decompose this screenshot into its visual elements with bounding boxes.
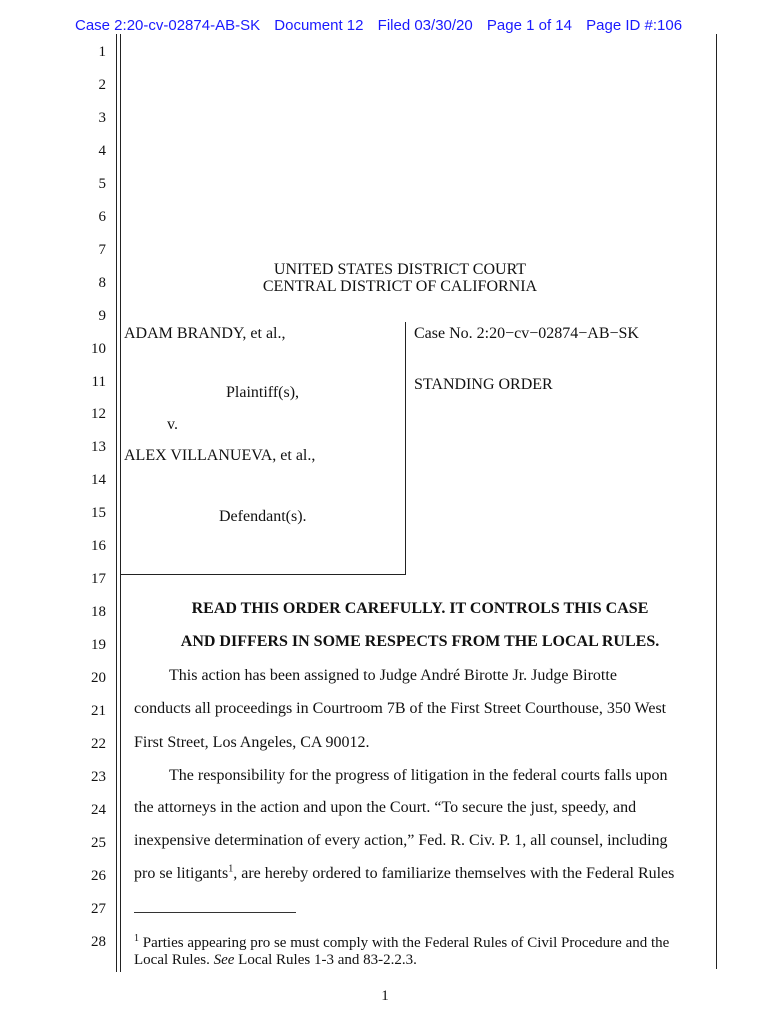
plaintiff-role: Plaintiff(s), — [226, 384, 300, 401]
line-number: 16 — [91, 538, 106, 555]
line-number: 24 — [91, 801, 106, 818]
order-heading-line-2: AND DIFFERS IN SOME RESPECTS FROM THE LOCAL RULES. — [180, 633, 660, 650]
footnote — [134, 930, 704, 969]
line-number: 7 — [98, 241, 106, 258]
page-number: 1 — [381, 988, 389, 1004]
body-line-23: The responsibility for the progress of litigation in the federal courts falls upon — [169, 767, 668, 784]
caption-divider — [405, 322, 406, 574]
caption-bottom-rule — [120, 574, 406, 575]
page-count: Page 1 of 14 — [486, 17, 572, 34]
line-26-text-before: pro se litigants — [134, 865, 229, 882]
line-number: 26 — [91, 867, 106, 884]
line-number: 25 — [91, 834, 106, 851]
line-number: 15 — [91, 505, 106, 522]
document-number: Document 12 — [274, 17, 364, 34]
line-number: 6 — [98, 208, 106, 225]
versus: v. — [167, 416, 178, 433]
line-number: 9 — [98, 307, 106, 324]
court-name-line: UNITED STATES DISTRICT COURT — [273, 261, 527, 278]
page-id: Page ID #:106 — [586, 17, 683, 34]
body-line-21: conducts all proceedings in Courtroom 7B of the First Street Courthouse, 350 West — [134, 700, 667, 717]
line-number: 13 — [91, 439, 106, 456]
line-number: 8 — [98, 274, 106, 291]
court-title — [120, 261, 680, 295]
line-number: 19 — [91, 637, 106, 654]
footnote-text-a: Parties appearing pro se must comply with the Federal Rules of Civil Procedure and the Local Rules. — [134, 935, 670, 968]
body-line-22: First Street, Los Angeles, CA 90012. — [134, 734, 370, 751]
body-line-25: inexpensive determination of every action,” Fed. R. Civ. P. 1, all counsel, including — [134, 832, 668, 849]
document-title: STANDING ORDER — [414, 376, 553, 393]
line-number: 1 — [98, 44, 106, 60]
right-margin-rule — [716, 34, 717, 969]
left-margin-rule-outer — [116, 34, 117, 972]
plaintiff-name: ADAM BRANDY, et al., — [124, 325, 286, 342]
line-number: 21 — [91, 703, 106, 719]
case-number-header: Case 2:20-cv-02874-AB-SK — [75, 17, 261, 34]
line-number: 2 — [98, 76, 106, 93]
filed-date: Filed 03/30/20 — [377, 17, 473, 34]
line-number: 27 — [91, 900, 106, 917]
footnote-text-b: Local Rules 1-3 and 83-2.2.3. — [234, 952, 417, 968]
line-number: 5 — [98, 175, 106, 192]
case-number: Case No. 2:20−cv−02874−AB−SK — [414, 325, 639, 342]
court-district-line: CENTRAL DISTRICT OF CALIFORNIA — [262, 278, 538, 295]
footnote-marker: 1 — [134, 933, 139, 944]
line-number: 14 — [91, 472, 106, 489]
line-number: 4 — [98, 142, 106, 159]
line-number: 12 — [91, 406, 106, 423]
body-line-20: This action has been assigned to Judge André Birotte Jr. Judge Birotte — [169, 667, 617, 684]
footnote-see: See — [213, 952, 235, 968]
defendant-role: Defendant(s). — [219, 508, 307, 525]
filing-header — [75, 17, 692, 34]
body-line-26 — [134, 865, 674, 883]
left-margin-rule-inner — [120, 34, 121, 972]
line-number: 10 — [91, 340, 106, 357]
line-number: 23 — [91, 768, 106, 785]
footnote-reference: 1 — [228, 863, 234, 875]
line-number: 20 — [91, 670, 106, 687]
order-heading-line-1: READ THIS ORDER CAREFULLY. IT CONTROLS THIS CASE — [191, 600, 649, 617]
line-number: 3 — [98, 109, 106, 126]
defendant-name: ALEX VILLANUEVA, et al., — [124, 447, 316, 464]
body-line-24: the attorneys in the action and upon the Court. “To secure the just, speedy, and — [134, 799, 637, 816]
line-number: 17 — [91, 571, 106, 588]
line-number: 18 — [91, 604, 106, 621]
footnote-separator — [134, 912, 296, 913]
line-number: 11 — [91, 373, 106, 390]
line-number: 28 — [91, 933, 106, 950]
line-number: 22 — [91, 735, 106, 752]
line-26-text-after: , are hereby ordered to familiarize themselves with the Federal Rules — [233, 865, 675, 882]
